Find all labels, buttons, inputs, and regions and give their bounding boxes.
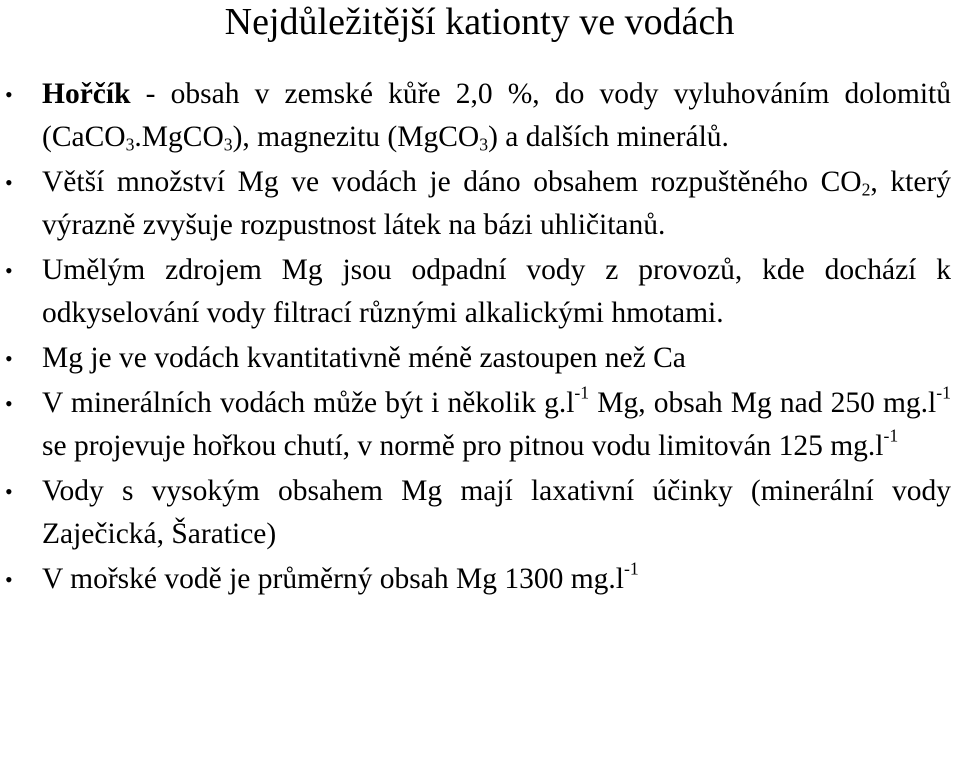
item-text: , který výrazně zvyšuje rozpustnost látek na bázi uhličitanů. — [42, 166, 951, 241]
superscript: -1 — [624, 558, 639, 579]
item-text: Vody s vysokým obsahem Mg mají laxativní účinky (minerální vody Zaječická, Šaratice) — [42, 475, 951, 550]
item-text: Mg, obsah Mg nad 250 mg.l — [589, 387, 937, 419]
term-bold: Hořčík — [42, 78, 131, 110]
subscript: 3 — [223, 134, 233, 155]
list-item-co2 — [0, 161, 959, 247]
list-item-artificial-source — [0, 249, 959, 335]
item-text: Umělým zdrojem Mg jsou odpadní vody z provozů, kde dochází k odkyselování vody filtrací různými alkalickými hmotami. — [42, 254, 951, 329]
list-item-magnesium-source — [0, 73, 959, 159]
item-text: Větší množství Mg ve vodách je dáno obsahem rozpuštěného CO — [42, 166, 862, 198]
list-item-laxative — [0, 470, 959, 556]
superscript: -1 — [883, 425, 899, 446]
item-text: ), magnezitu (MgCO — [232, 121, 480, 153]
subscript: 3 — [125, 134, 135, 155]
bullet-list — [0, 73, 959, 603]
list-item-quantity — [0, 337, 959, 380]
slide-title: Nejdůležitější kationty ve vodách — [224, 1, 735, 43]
item-text: ) a dalších minerálů. — [488, 121, 729, 153]
list-item-mineral-waters — [0, 382, 959, 468]
item-text: se projevuje hořkou chutí, v normě pro pitnou vodu limitován 125 mg.l — [42, 430, 884, 462]
bullet-icon: • — [5, 82, 13, 107]
item-text: V minerálních vodách může být i několik g.l — [42, 387, 575, 419]
list-item-seawater — [0, 558, 959, 601]
item-text: .MgCO — [134, 121, 224, 153]
superscript: -1 — [574, 382, 590, 403]
item-text: - obsah v zemské kůře 2,0 %, do vody vyluhováním dolomitů (CaCO — [42, 78, 951, 153]
item-text: V mořské vodě je průměrný obsah Mg 1300 mg.l — [42, 563, 625, 595]
bullet-icon: • — [5, 567, 13, 592]
bullet-icon: • — [5, 258, 13, 283]
item-text: Mg je ve vodách kvantitativně méně zastoupen než Ca — [42, 342, 686, 374]
bullet-icon: • — [5, 479, 13, 504]
subscript: 2 — [861, 179, 871, 200]
bullet-icon: • — [5, 391, 13, 416]
subscript: 3 — [479, 134, 489, 155]
bullet-icon: • — [5, 346, 13, 371]
bullet-icon: • — [5, 170, 13, 195]
superscript: -1 — [936, 382, 951, 403]
